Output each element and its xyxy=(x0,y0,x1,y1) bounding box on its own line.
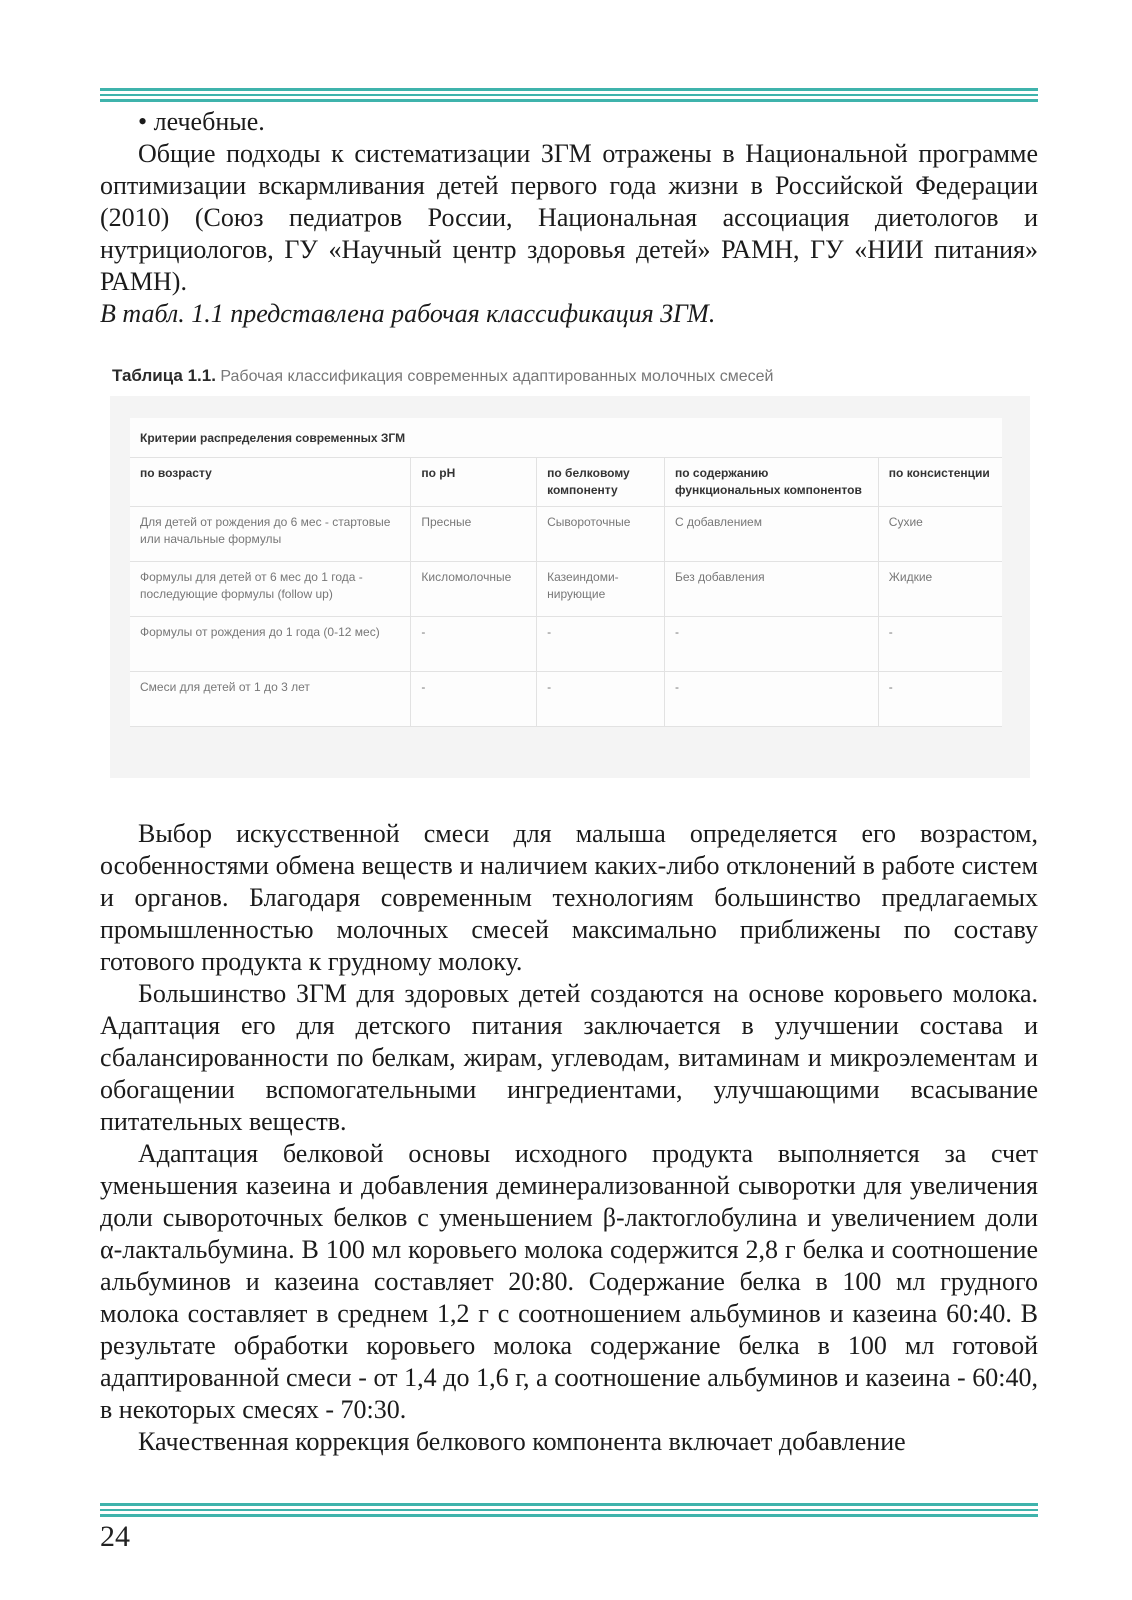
body-paragraph: Большинство ЗГМ для здоровых детей создаются на основе коровьего молока. Адаптация его для детского питания заключается в улучшении состава и сбалансированности по белкам, жирам, углеводам, витаминам и микроэлементам и обогащении вспомогательными ингредиентами, улучшающими всасывание питательных веществ. xyxy=(100,979,1038,1136)
header-cell: по содержанию функциональных компонентов xyxy=(665,458,879,507)
table-reference: В табл. 1.1 представлена рабочая классификация ЗГМ. xyxy=(100,299,716,328)
table-cell: - xyxy=(537,672,665,727)
header-rule-line-2 xyxy=(100,94,1038,96)
table-cell: Формулы от рождения до 1 года (0-12 мес) xyxy=(130,617,411,672)
header-cell: по белковому компоненту xyxy=(537,458,665,507)
table-cell: Пресные xyxy=(411,507,537,562)
body-paragraph: Выбор искусственной смеси для малыша определяется его возрастом, особенностями обмена веществ и наличием каких-либо отклонений в работе систем и органов. Благодаря современным технологиям большинство предлагаемых промышленностью молочных смесей максимально приближены по составу готового продукта к грудному молоку. xyxy=(100,819,1038,976)
table-row xyxy=(130,507,1002,562)
classification-table xyxy=(130,418,1002,727)
header-rule xyxy=(100,88,1038,105)
table-cell: Казеиндоми-нирующие xyxy=(537,562,665,617)
table-row xyxy=(130,617,1002,672)
intro-section xyxy=(100,106,1038,330)
intro-paragraph: Общие подходы к систематизации ЗГМ отражены в Национальной программе оптимизации вскармливания детей первого года жизни в Российской Федерации (2010) (Союз педиатров России, Национальная ассоциация диетологов и нутрициологов, ГУ «Научный центр здоровья детей» РАМН, ГУ «НИИ питания» РАМН). xyxy=(100,139,1038,296)
bullet-item: • лечебные. xyxy=(138,107,265,136)
header-cell: по pH xyxy=(411,458,537,507)
body-paragraph: Адаптация белковой основы исходного продукта выполняется за счет уменьшения казеина и добавления деминерализованной сыворотки для увеличения доли сывороточных белков с уменьшением β-лактоглобулина и увеличением доли α-лактальбумина. В 100 мл коровьего молока содержится 2,8 г белка и соотношение альбуминов и казеина составляет 20:80. Содержание белка в 100 мл грудного молока составляет в среднем 1,2 г с соотношением альбуминов и казеина 60:40. В результате обработки коровьего молока содержание белка в 100 мл готовой адаптированной смеси - от 1,4 до 1,6 г, а соотношение альбуминов и казеина - 60:40, в некоторых смесях - 70:30. xyxy=(100,1139,1038,1424)
table-caption-label: Таблица 1.1. xyxy=(112,366,216,385)
table-cell: Формулы для детей от 6 мес до 1 года - последующие формулы (follow up) xyxy=(130,562,411,617)
footer-rule-line-2 xyxy=(100,1509,1038,1511)
footer-rule xyxy=(100,1503,1038,1520)
table-cell: - xyxy=(665,672,879,727)
footer-rule-line-1 xyxy=(100,1503,1038,1506)
table-cell: Смеси для детей от 1 до 3 лет xyxy=(130,672,411,727)
table-cell: Без добавления xyxy=(665,562,879,617)
table-title: Критерии распределения современных ЗГМ xyxy=(130,418,1002,458)
table-title-row xyxy=(130,418,1002,458)
page-number: 24 xyxy=(100,1520,130,1553)
table-cell: Сывороточные xyxy=(537,507,665,562)
header-rule-line-1 xyxy=(100,88,1038,91)
header-rule-line-3 xyxy=(100,99,1038,102)
footer-rule-line-3 xyxy=(100,1514,1038,1517)
body-section xyxy=(100,818,1038,1458)
table-cell: - xyxy=(878,617,1002,672)
header-cell: по возрасту xyxy=(130,458,411,507)
table-caption-text: Рабочая классификация современных адаптированных молочных смесей xyxy=(220,368,774,385)
table-cell: - xyxy=(878,672,1002,727)
table-row xyxy=(130,672,1002,727)
table-cell: - xyxy=(537,617,665,672)
table-cell: Кисломолочные xyxy=(411,562,537,617)
table-header-row xyxy=(130,458,1002,507)
table-cell: - xyxy=(411,672,537,727)
table-row xyxy=(130,562,1002,617)
table-caption xyxy=(112,366,1032,386)
body-paragraph: Качественная коррекция белкового компонента включает добавление xyxy=(138,1427,906,1456)
header-cell: по консистенции xyxy=(878,458,1002,507)
table-cell: - xyxy=(411,617,537,672)
table-cell: - xyxy=(665,617,879,672)
table-cell: Сухие xyxy=(878,507,1002,562)
table-cell: С добавлением xyxy=(665,507,879,562)
table-cell: Жидкие xyxy=(878,562,1002,617)
table-image xyxy=(110,396,1030,778)
table-cell: Для детей от рождения до 6 мес - стартовые или начальные формулы xyxy=(130,507,411,562)
